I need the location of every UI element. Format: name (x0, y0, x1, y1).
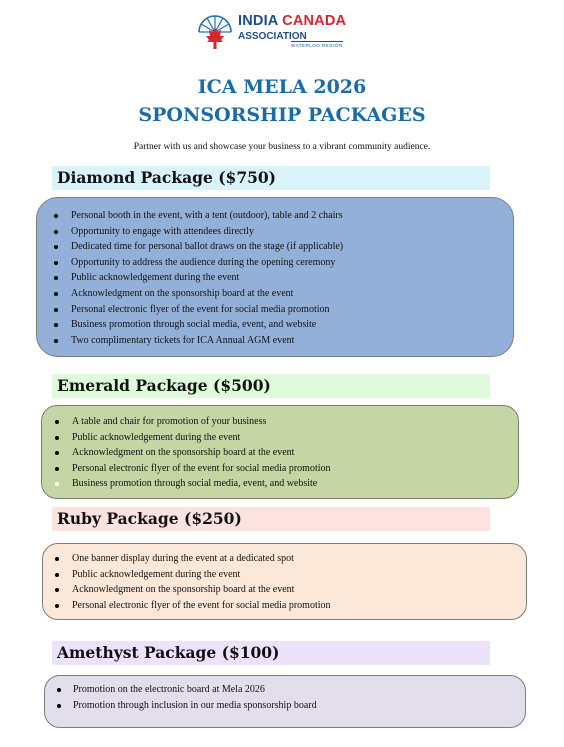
list-item: One banner display during the event at a dedicated spot (43, 551, 526, 567)
list-item: Personal electronic flyer of the event for social media promotion (43, 598, 526, 614)
list-item: Business promotion through social media, event, and website (42, 476, 518, 492)
logo-word-association: ASSOCIATION (238, 30, 307, 42)
emerald-package-box (41, 405, 519, 499)
list-item: Public acknowledgement during the event (42, 430, 518, 446)
list-item: Acknowledgment on the sponsorship board at the event (37, 286, 513, 302)
list-item: Personal booth in the event, with a tent (outdoor), table and 2 chairs (37, 208, 513, 224)
list-item: Dedicated time for personal ballot draws on the stage (if applicable) (37, 239, 513, 255)
list-item: Public acknowledgement during the event (37, 270, 513, 286)
list-item: Opportunity to address the audience during the opening ceremony (37, 255, 513, 271)
list-item: Personal electronic flyer of the event for social media promotion (37, 302, 513, 318)
list-item: Two complimentary tickets for ICA Annual AGM event (37, 333, 513, 349)
ashoka-chakra-maple-leaf-icon (193, 8, 237, 52)
list-item: Personal electronic flyer of the event for social media promotion (42, 461, 518, 477)
intro-text: Partner with us and showcase your business to a vibrant community audience. (133, 142, 431, 152)
logo-word-canada: CANADA (282, 13, 347, 29)
list-item: Acknowledgment on the sponsorship board at the event (43, 582, 526, 598)
amethyst-package-heading: Amethyst Package ($100) (52, 641, 490, 665)
ruby-package-box (42, 543, 527, 620)
amethyst-benefits-list (45, 682, 525, 713)
emerald-package-heading: Emerald Package ($500) (52, 374, 490, 398)
emerald-benefits-list (42, 414, 518, 492)
amethyst-package-box (44, 675, 526, 728)
list-item: Public acknowledgement during the event (43, 567, 526, 583)
ruby-benefits-list (43, 551, 526, 613)
list-item: Promotion through inclusion in our media sponsorship board (45, 698, 525, 714)
page-title: ICA MELA 2026 (197, 76, 367, 98)
diamond-package-heading: Diamond Package ($750) (52, 166, 490, 190)
list-item: A table and chair for promotion of your business (42, 414, 518, 430)
diamond-benefits-list (37, 208, 513, 348)
list-item: Opportunity to engage with attendees directly (37, 224, 513, 240)
page-subtitle: SPONSORSHIP PACKAGES (138, 104, 426, 126)
ruby-package-heading: Ruby Package ($250) (52, 507, 490, 531)
logo-region: WATERLOO REGION (291, 43, 343, 48)
diamond-package-box (36, 197, 514, 357)
list-item: Acknowledgment on the sponsorship board at the event (42, 445, 518, 461)
logo-word-india: INDIA (238, 13, 278, 29)
list-item: Promotion on the electronic board at Mela 2026 (45, 682, 525, 698)
ica-logo (193, 8, 363, 50)
list-item: Business promotion through social media, event, and website (37, 317, 513, 333)
